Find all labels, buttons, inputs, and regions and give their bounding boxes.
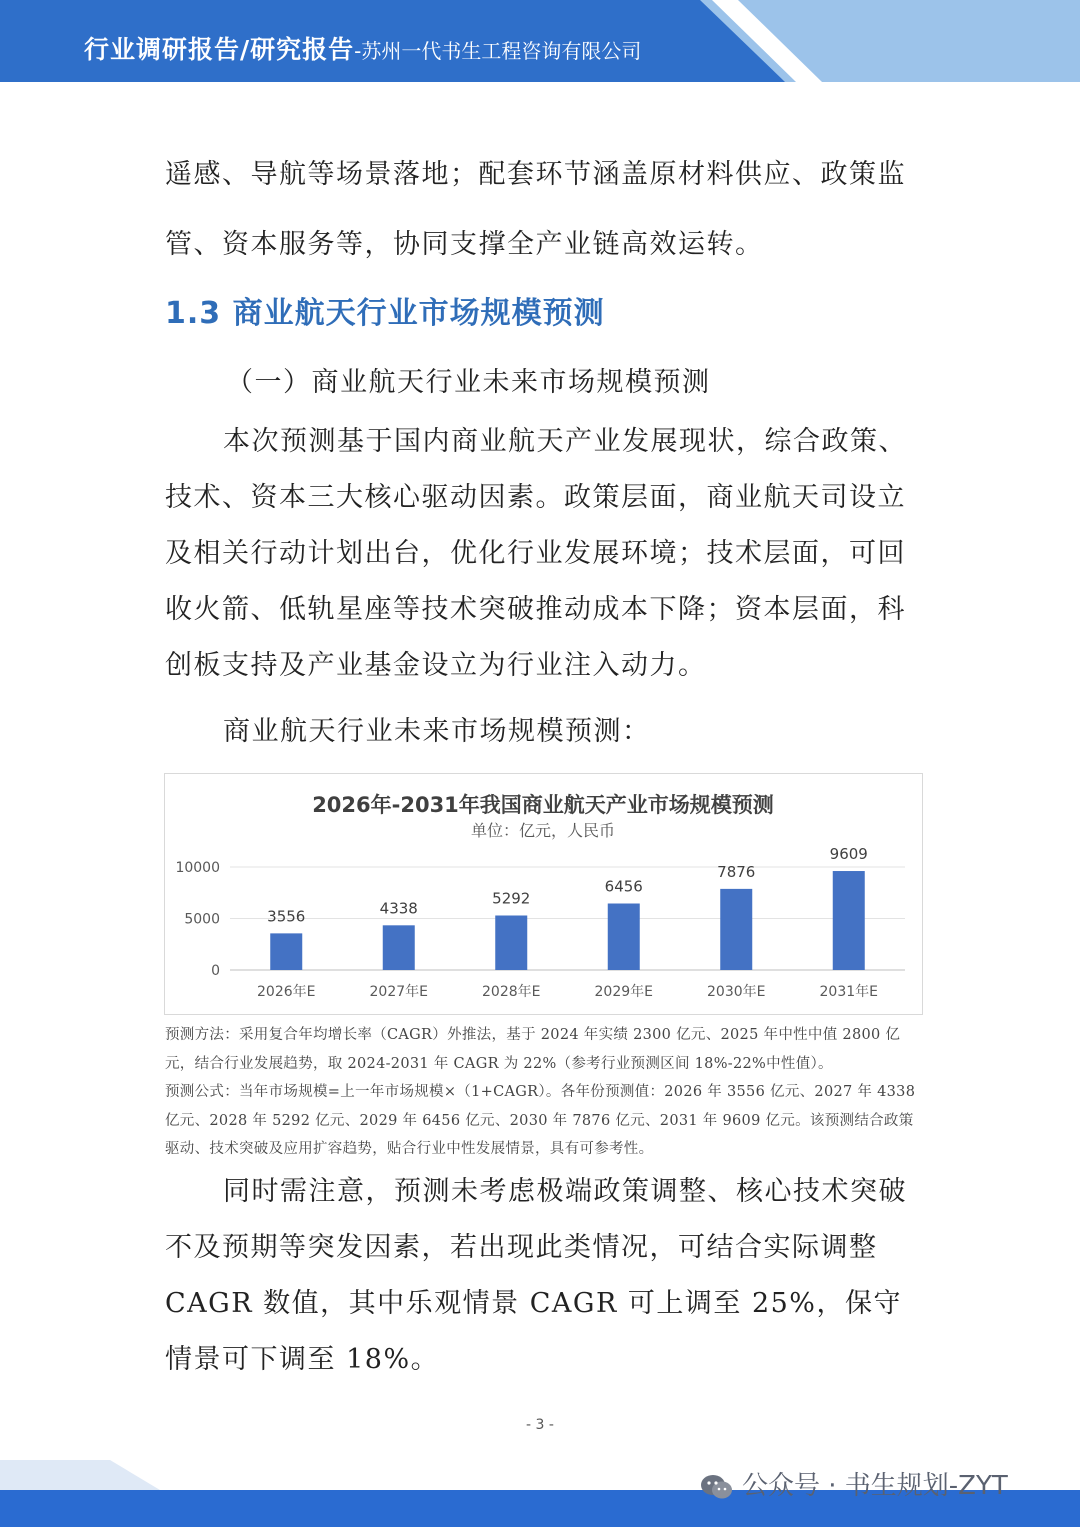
chart-x-axis xyxy=(257,983,878,1000)
data-label: 9609 xyxy=(829,845,868,864)
header-title-sub: -苏州一代书生工程咨询有限公司 xyxy=(354,39,642,63)
x-tick-label: 2031年E xyxy=(819,984,878,1000)
data-label: 7876 xyxy=(717,862,756,881)
footer-watermark xyxy=(700,1465,1008,1502)
data-label: 5292 xyxy=(492,889,531,908)
note-formula: 预测公式：当年市场规模=上一年市场规模×（1+CAGR）。各年份预测值：2026 年 3556 亿元、2027 年 4338 亿元、2028 年 5292 亿元、2029 年 6456 亿元、2030 年 7876 亿元、2031 年 9609 亿元。该预测结合政策驱动、技术突破及应用扩容趋势，贴合行业中性发展情景，具有可参考性。 xyxy=(165,1084,916,1157)
x-tick-label: 2026年E xyxy=(257,984,316,1000)
watermark-text: 公众号 · 书生规划-ZYT xyxy=(742,1471,1008,1501)
data-label: 4338 xyxy=(379,899,418,918)
intro-paragraph xyxy=(165,140,925,280)
note-method: 预测方法：采用复合年均增长率（CAGR）外推法，基于 2024 年实绩 2300 亿元、2025 年中性中值 2800 亿元，结合行业发展趋势，取 2024-2031 年 CAGR 为 22%（参考行业预测区间 18%-22%中性值）。 xyxy=(165,1027,901,1072)
page-number: - 3 - xyxy=(526,1417,554,1433)
section-heading: 1.3 商业航天行业市场规模预测 xyxy=(165,296,605,331)
x-tick-label: 2030年E xyxy=(707,984,766,1000)
y-tick-label: 0 xyxy=(211,963,220,979)
y-tick-label: 5000 xyxy=(184,911,220,928)
x-tick-label: 2027年E xyxy=(369,984,428,1000)
bar-2031年E xyxy=(833,871,865,970)
chart-title: 2026年-2031年我国商业航天产业市场规模预测 xyxy=(312,793,774,817)
bar-2028年E xyxy=(495,915,527,970)
chart-grid xyxy=(230,867,905,970)
chart-intro: 商业航天行业未来市场规模预测： xyxy=(223,716,651,747)
intro-line-1: 遥感、导航等场景落地；配套环节涵盖原材料供应、政策监 xyxy=(165,159,906,190)
data-label: 3556 xyxy=(267,907,306,926)
bar-2029年E xyxy=(608,904,640,970)
chart-y-axis xyxy=(175,860,220,979)
header-title-main: 行业调研报告/研究报告 xyxy=(84,35,355,64)
chart-svg xyxy=(165,774,922,1014)
bar-2027年E xyxy=(383,925,415,970)
chart-bars xyxy=(270,871,865,970)
bar-2030年E xyxy=(720,889,752,970)
data-label: 6456 xyxy=(604,877,643,896)
chart-data-labels xyxy=(267,845,868,925)
x-tick-label: 2028年E xyxy=(482,984,541,1000)
intro-line-2: 管、资本服务等，协同支撑全产业链高效运转。 xyxy=(165,229,764,260)
header-title xyxy=(84,30,641,66)
forecast-basis-paragraph: 本次预测基于国内商业航天产业发展现状，综合政策、技术、资本三大核心驱动因素。政策层面，商业航天司设立及相关行动计划出台，优化行业发展环境；技术层面，可回收火箭、低轨星座等技术突破推动成本下降；资本层面，科创板支持及产业基金设立为行业注入动力。 xyxy=(165,426,907,681)
x-tick-label: 2029年E xyxy=(594,984,653,1000)
y-tick-label: 10000 xyxy=(175,860,220,876)
caution-paragraph: 同时需注意，预测未考虑极端政策调整、核心技术突破不及预期等突发因素，若出现此类情况，可结合实际调整 CAGR 数值，其中乐观情景 CAGR 可上调至 25%，保守情景可下调至 18%。 xyxy=(165,1176,907,1375)
market-size-chart xyxy=(164,773,923,1015)
chart-subtitle: 单位：亿元，人民币 xyxy=(470,821,616,840)
wechat-icon xyxy=(700,1473,734,1501)
sub-heading: （一）商业航天行业未来市场规模预测 xyxy=(226,367,711,398)
bar-2026年E xyxy=(270,933,302,970)
